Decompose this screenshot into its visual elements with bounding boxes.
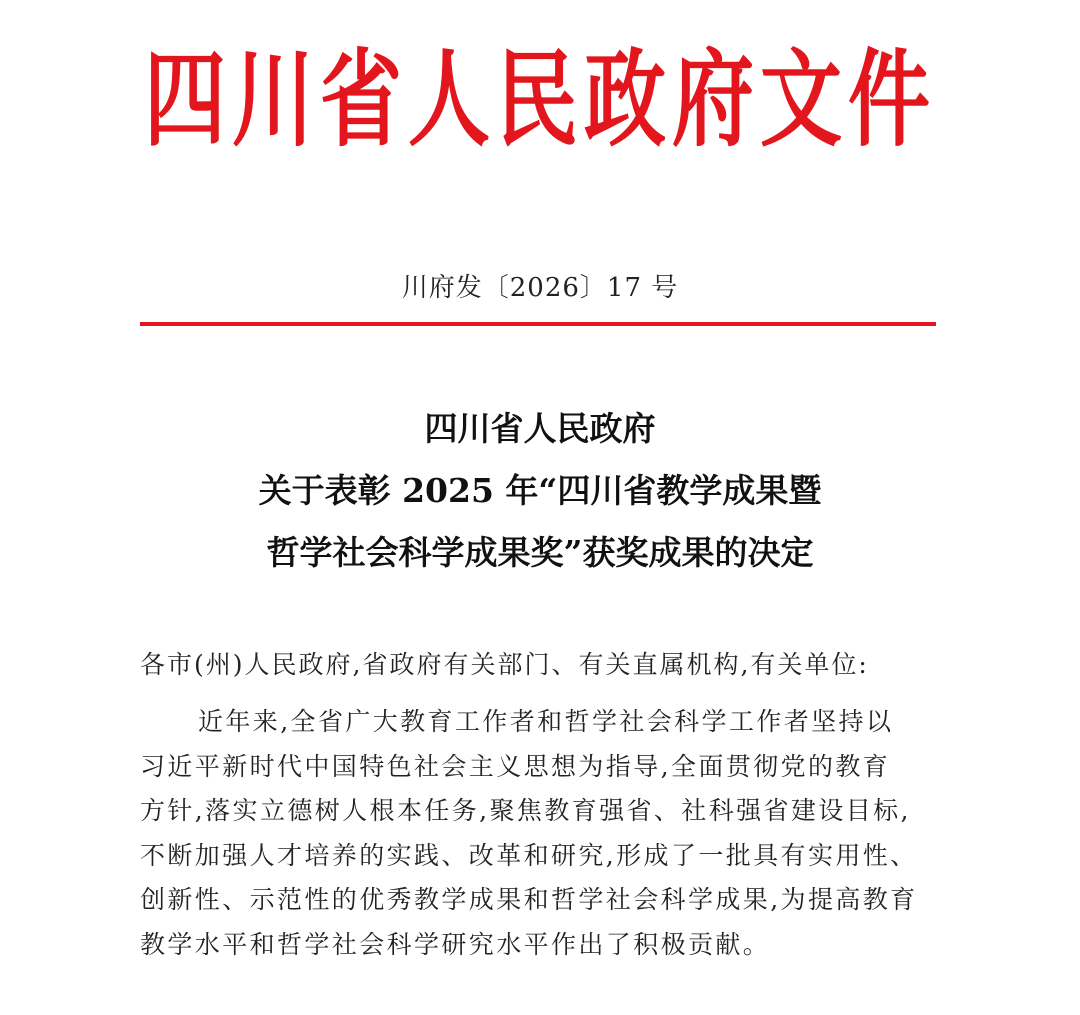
masthead-title: 四川省人民政府文件 <box>143 38 936 162</box>
title-line-2: 关于表彰 2025 年“四川省教学成果暨 <box>258 471 822 510</box>
title-line-1: 四川省人民政府 <box>424 409 656 448</box>
body-line-4: 不断加强人才培养的实践、改革和研究,形成了一批具有实用性、 <box>140 840 918 870</box>
body-line-1: 近年来,全省广大教育工作者和哲学社会科学工作者坚持以 <box>198 707 894 736</box>
red-separator-line <box>140 322 936 326</box>
title-line-3: 哲学社会科学成果奖”获奖成果的决定 <box>266 533 814 572</box>
body-line-2: 习近平新时代中国特色社会主义思想为指导,全面贯彻党的教育 <box>140 751 891 781</box>
body-line-6: 教学水平和哲学社会科学研究水平作出了积极贡献。 <box>140 929 771 959</box>
body-line-3: 方针,落实立德树人根本任务,聚焦教育强省、社科强省建设目标, <box>140 796 911 825</box>
salutation: 各市(州)人民政府,省政府有关部门、有关直属机构,有关单位: <box>140 650 869 679</box>
document-title <box>0 398 1080 584</box>
body-paragraph <box>140 700 940 967</box>
body-line-5: 创新性、示范性的优秀教学成果和哲学社会科学成果,为提高教育 <box>140 885 918 914</box>
document-number: 川府发〔2026〕17 号 <box>401 273 679 303</box>
